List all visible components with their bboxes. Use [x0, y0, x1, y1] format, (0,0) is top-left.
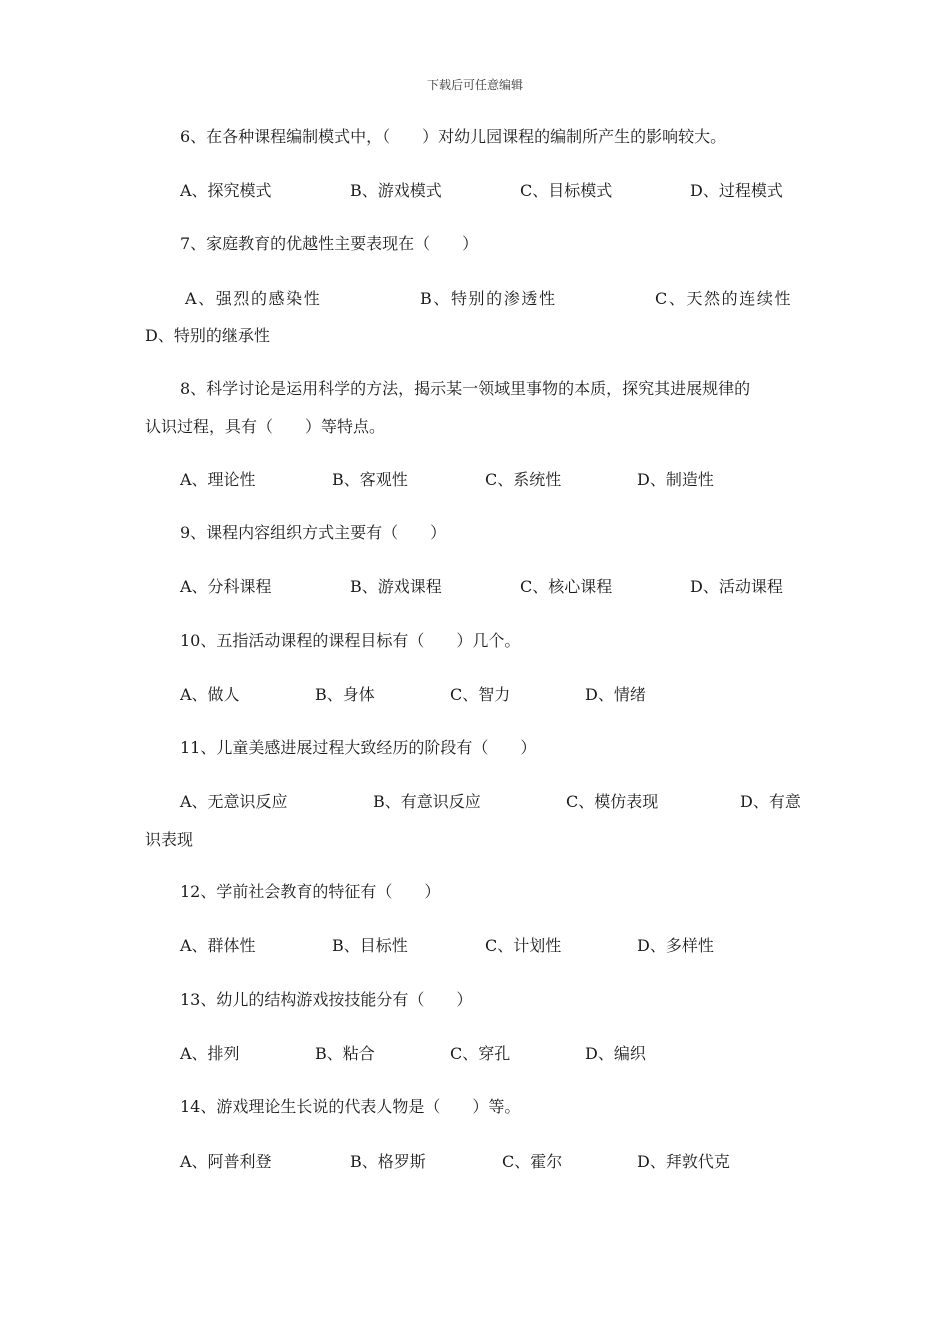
question-6: 6、在各种课程编制模式中，（ ）对幼儿园课程的编制所产生的影响较大。 — [180, 127, 727, 146]
q8-option-b: B、客观性 — [332, 470, 408, 489]
page-header: 下载后可任意编辑 — [426, 78, 523, 92]
q12-option-c: C、计划性 — [485, 936, 562, 955]
q11-option-d: D、有意 — [740, 792, 801, 811]
q12-option-b: B、目标性 — [332, 936, 408, 955]
question-11: 11、儿童美感进展过程大致经历的阶段有（ ） — [180, 738, 537, 757]
q11-option-c: C、模仿表现 — [566, 792, 659, 811]
q11-option-d-continuation: 识表现 — [145, 830, 194, 849]
q14-option-b: B、格罗斯 — [350, 1152, 426, 1171]
q10-option-a: A、做人 — [180, 685, 240, 704]
question-8-line-1: 8、科学讨论是运用科学的方法，揭示某一领域里事物的本质，探究其进展规律的 — [180, 379, 751, 398]
q6-option-b: B、游戏模式 — [350, 181, 442, 200]
question-7: 7、家庭教育的优越性主要表现在（ ） — [180, 234, 479, 253]
q12-option-a: A、群体性 — [180, 936, 256, 955]
q14-option-a: A、阿普利登 — [180, 1152, 272, 1171]
q11-option-a: A、无意识反应 — [180, 792, 288, 811]
q8-option-a: A、理论性 — [180, 470, 256, 489]
q11-option-b: B、有意识反应 — [373, 792, 481, 811]
q8-option-c: C、系统性 — [485, 470, 562, 489]
q13-option-d: D、编织 — [585, 1044, 646, 1063]
q10-option-d: D、情绪 — [585, 685, 646, 704]
q7-option-c: C、天然的连续性 — [655, 289, 793, 308]
q9-option-d: D、活动课程 — [690, 577, 783, 596]
q14-option-d: D、拜敦代克 — [637, 1152, 730, 1171]
q9-option-b: B、游戏课程 — [350, 577, 442, 596]
q6-option-d: D、过程模式 — [690, 181, 783, 200]
q12-option-d: D、多样性 — [637, 936, 714, 955]
question-12: 12、学前社会教育的特征有（ ） — [180, 882, 441, 901]
question-10: 10、五指活动课程的课程目标有（ ）几个。 — [180, 631, 521, 650]
q7-option-d: D、特别的继承性 — [145, 326, 270, 345]
q13-option-b: B、粘合 — [315, 1044, 375, 1063]
q7-option-a: A、强烈的感染性 — [185, 289, 322, 308]
q6-option-a: A、探究模式 — [180, 181, 272, 200]
question-9: 9、课程内容组织方式主要有（ ） — [180, 523, 447, 542]
q13-option-a: A、排列 — [180, 1044, 240, 1063]
q10-option-c: C、智力 — [450, 685, 511, 704]
question-8-line-2: 认识过程，具有（ ）等特点。 — [145, 417, 386, 436]
q7-option-b: B、特别的渗透性 — [420, 289, 557, 308]
q6-option-c: C、目标模式 — [520, 181, 613, 200]
q10-option-b: B、身体 — [315, 685, 375, 704]
q8-option-d: D、制造性 — [637, 470, 714, 489]
q9-option-c: C、核心课程 — [520, 577, 613, 596]
question-14: 14、游戏理论生长说的代表人物是（ ）等。 — [180, 1097, 521, 1116]
q14-option-c: C、霍尔 — [502, 1152, 563, 1171]
q9-option-a: A、分科课程 — [180, 577, 272, 596]
question-13: 13、幼儿的结构游戏按技能分有（ ） — [180, 990, 473, 1009]
q13-option-c: C、穿孔 — [450, 1044, 511, 1063]
